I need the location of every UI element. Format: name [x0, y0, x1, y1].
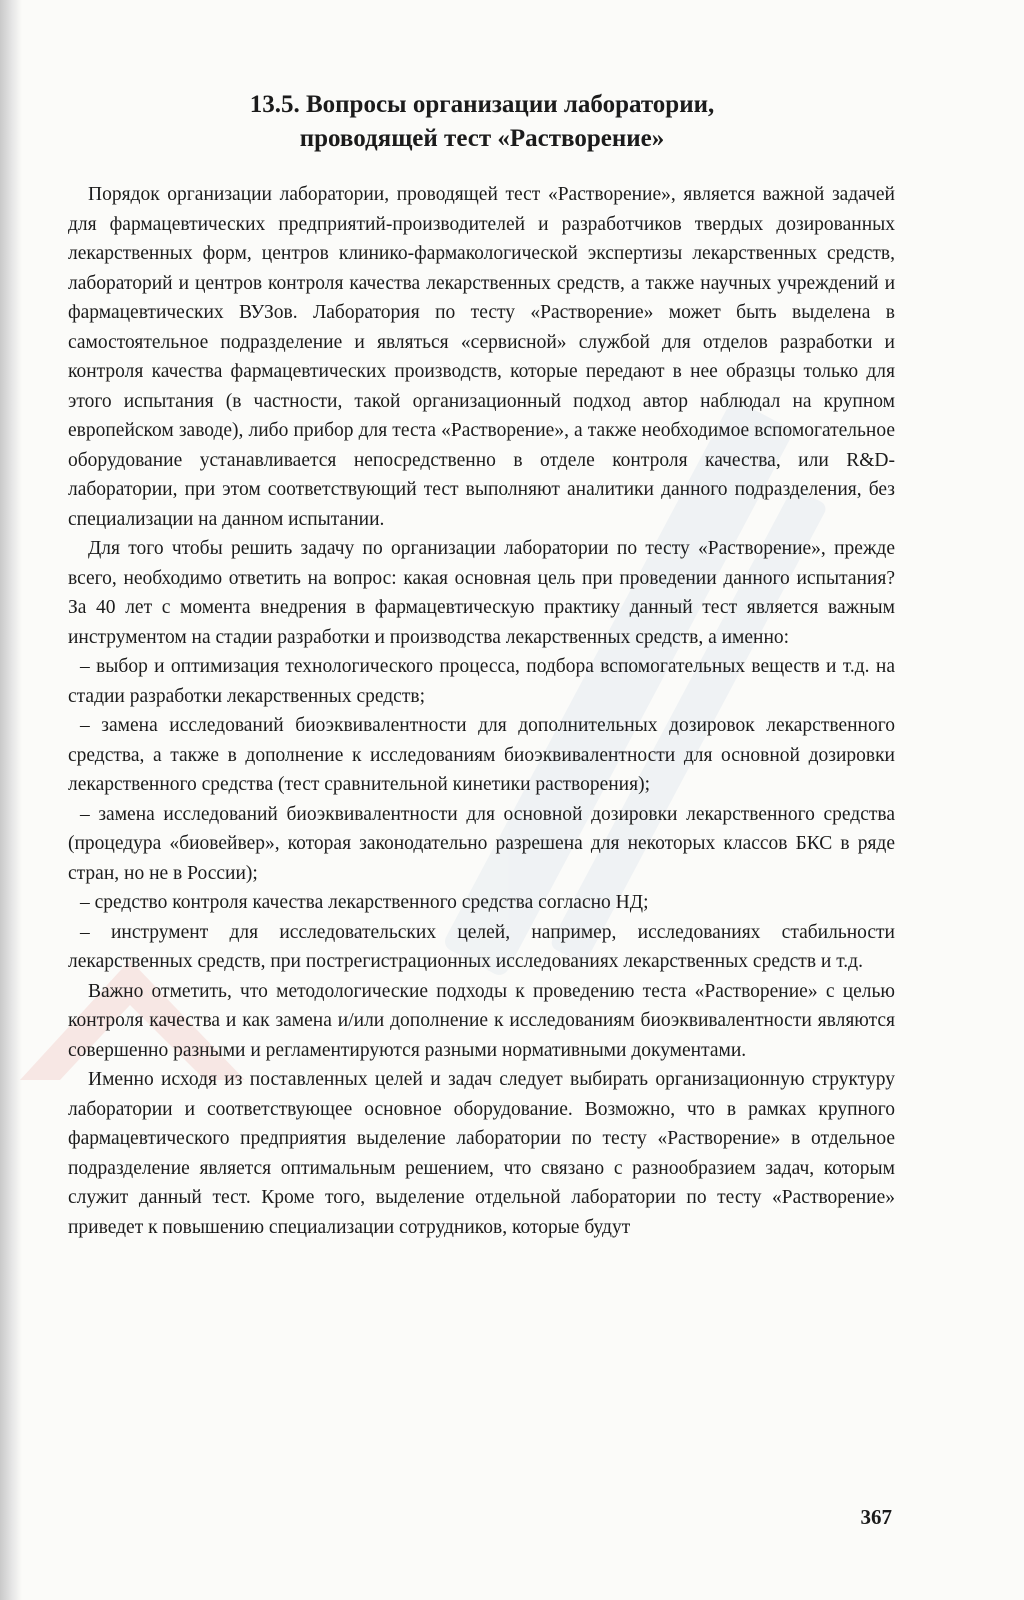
paragraph-intro: Порядок организации лаборатории, проводящей тест «Растворение», является важной задачей для фармацевтических предприятий-производителей и разработчиков твердых дозированных лекарственных форм, центров клинико-фармакологической экспертизы лекарственных средств, лабораторий и центров контроля качества лекарственных средств, а также научных учреждений и фармацевтических ВУЗов. Лаборатория по тесту «Растворение» может быть выделена в самостоятельное подразделение и являться «сервисной» службой для отделов разработки и контроля качества фармацевтических производств, которые передают в нее образцы только для этого испытания (в частности, такой организационный подход автор наблюдал на крупном европейском заводе), либо прибор для теста «Растворение», а также необходимое вспомогательное оборудование устанавливается непосредственно в отделе контроля качества, или R&D-лаборатории, при этом соответствующий тест выполняют аналитики данного подразделения, без специализации на данном испытании.	[68, 184, 895, 530]
section-heading-line-1: 13.5. Вопросы организации лаборатории,	[249, 91, 715, 118]
body-text	[68, 180, 895, 1242]
list-item-quality-control: – средство контроля качества лекарственного средства согласно НД;	[80, 892, 649, 913]
section-heading-line-2: проводящей тест «Растворение»	[299, 125, 665, 152]
list-item-process-optimization: – выбор и оптимизация технологического процесса, подбора вспомогательных веществ и т.д. на стадии разработки лекарственных средств;	[68, 656, 895, 707]
paragraph-methodology: Важно отметить, что методологические подходы к проведению теста «Растворение» с целью контроля качества и как замена и/или дополнение к исследованиям биоэквивалентности являются совершенно разными и регламентируются разными нормативными документами.	[68, 980, 895, 1061]
paragraph-structure: Именно исходя из поставленных целей и задач следует выбирать организационную структуру лаборатории и соответствующее основное оборудование. Возможно, что в рамках крупного фармацевтического предприятия выделение лаборатории по тесту «Растворение» в отдельное подразделение является оптимальным решением, что связано с разнообразием задач, которым служит данный тест. Кроме того, выделение отдельной лаборатории по тесту «Растворение» приведет к повышению специализации сотрудников, которые будут	[68, 1069, 895, 1238]
paragraph-goal-question: Для того чтобы решить задачу по организации лаборатории по тесту «Растворение», прежде всего, необходимо ответить на вопрос: какая основная цель при проведении данного испытания? За 40 лет с момента внедрения в фармацевтическую практику данный тест является важным инструментом на стадии разработки и производства лекарственных средств, а именно:	[68, 538, 895, 648]
list-item-research-tool: – инструмент для исследовательских целей, например, исследованиях стабильности лекарственных средств, при пострегистрационных исследованиях лекарственных средств и т.д.	[68, 921, 895, 972]
scan-binding-shadow	[0, 0, 22, 1600]
page-number: 367	[860, 1505, 892, 1529]
section-heading	[80, 88, 884, 156]
list-item-bioequivalence-additional: – замена исследований биоэквивалентности для дополнительных дозировок лекарственного средства, а также в дополнение к исследованиям биоэквивалентности для основной дозировки лекарственного средства (тест сравнительной кинетики растворения);	[68, 715, 895, 795]
list-item-biowaiver: – замена исследований биоэквивалентности для основной дозировки лекарственного средства (процедура «биовейвер», которая законодательно разрешена для некоторых классов БКС в ряде стран, но не в России);	[68, 803, 895, 884]
